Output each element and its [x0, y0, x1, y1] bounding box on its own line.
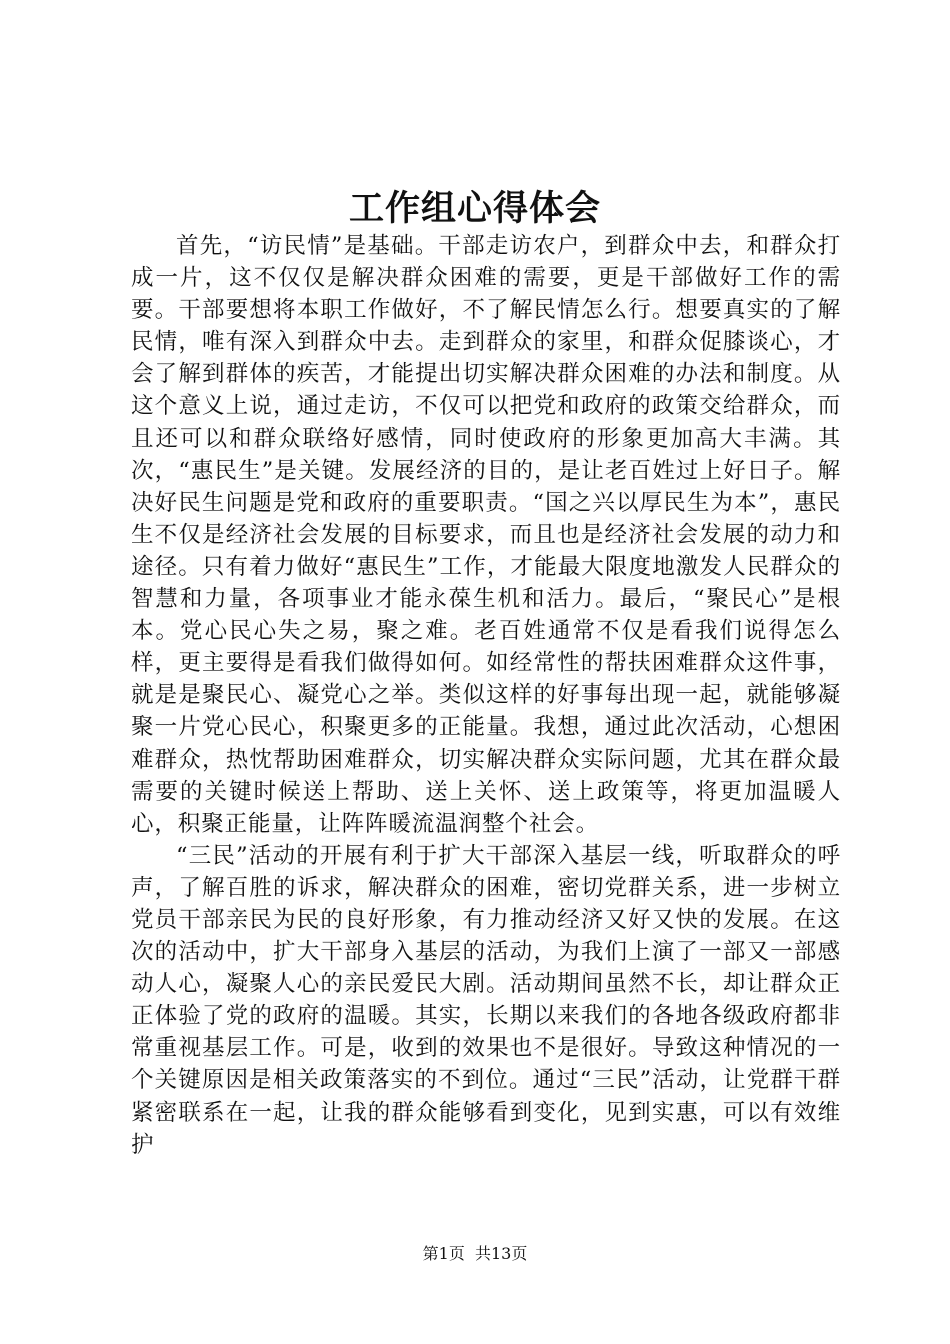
- paragraph-1: 首先，“访民情”是基础。干部走访农户，到群众中去，和群众打成一片，这不仅仅是解决群众困难的需要，更是干部做好工作的需要。干部要想将本职工作做好，不了解民情怎么行。想要真实的了解民情，唯有深入到群众中去。走到群众的家里，和群众促膝谈心，才会了解到群体的疾苦，才能提出切实解决群众困难的办法和制度。从这个意义上说，通过走访，不仅可以把党和政府的政策交给群众，而且还可以和群众联络好感情，同时使政府的形象更加高大丰满。其次，“惠民生”是关键。发展经济的目的，是让老百姓过上好日子。解决好民生问题是党和政府的重要职责。“国之兴以厚民生为本”，惠民生不仅是经济社会发展的目标要求，而且也是经济社会发展的动力和途径。只有着力做好“惠民生”工作，才能最大限度地激发人民群众的智慧和力量，各项事业才能永葆生机和活力。最后，“聚民心”是根本。党心民心失之易，聚之难。老百姓通常不仅是看我们说得怎么样，更主要得是看我们做得如何。如经常性的帮扶困难群众这件事，就是是聚民心、凝党心之举。类似这样的好事每出现一起，就能够凝聚一片党心民心，积聚更多的正能量。我想，通过此次活动，心想困难群众，热忱帮助困难群众，切实解决群众实际问题，尤其在群众最需要的关键时候送上帮助、送上关怀、送上政策等，将更加温暖人心，积聚正能量，让阵阵暖流温润整个社会。: [131, 233, 841, 837]
- document-title: 工作组心得体会: [348, 188, 601, 229]
- page-number-footer: 第1页 共13页: [422, 1244, 528, 1263]
- paragraph-2: “三民”活动的开展有利于扩大干部深入基层一线，听取群众的呼声，了解百胜的诉求，解决群众的困难，密切党群关系，进一步树立党员干部亲民为民的良好形象，有力推动经济又好又快的发展。在这次的活动中，扩大干部身入基层的活动，为我们上演了一部又一部感动人心，凝聚人心的亲民爱民大剧。活动期间虽然不长，却让群众正正体验了党的政府的温暖。其实，长期以来我们的各地各级政府都非常重视基层工作。可是，收到的效果也不是很好。导致这种情况的一个关键原因是相关政策落实的不到位。通过“三民”活动，让党群干群紧密联系在一起，让我的群众能够看到变化，见到实惠，可以有效维护: [131, 842, 841, 1158]
- document-body: [131, 230, 841, 1161]
